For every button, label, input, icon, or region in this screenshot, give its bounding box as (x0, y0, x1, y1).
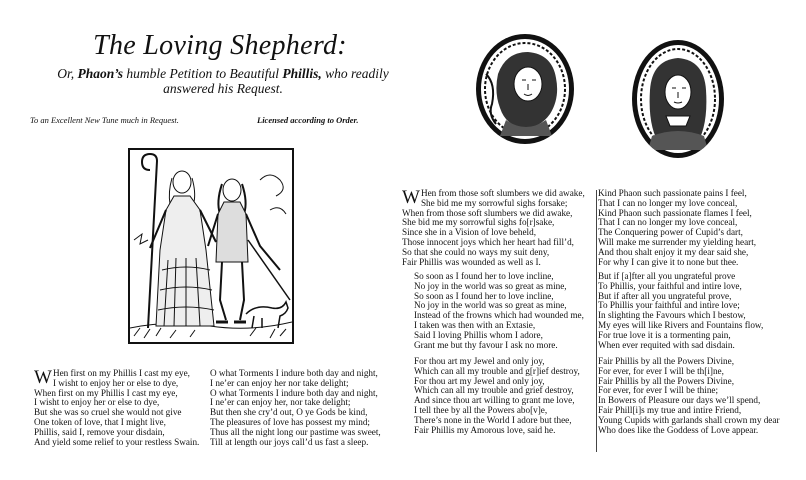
verse-line: And since thou art willing to grant me love, (414, 395, 575, 406)
verse-line: Said I loving Phillis whom I adore, (414, 329, 543, 340)
license-note: Licensed according to Order. (257, 115, 359, 125)
verse-line: Thus all the night long our pastime was sweet, (210, 426, 381, 437)
stanza-left-1 (34, 369, 199, 447)
verse-line: For thou art my Jewel and only joy, (414, 375, 545, 386)
verse-line: Young Cupids with garlands shall crown my dear (598, 414, 780, 425)
verse-line: In Bowers of Pleasure our days we’ll spend, (598, 395, 761, 406)
verse-line: So that she could no ways my suit deny, (402, 246, 550, 257)
verse-line: To Phillis your faithful and intire love; (598, 300, 740, 311)
verse-line: There’s none in the World I adore but thee, (414, 414, 572, 425)
verse-line: Those innocent joys which her heart had fill’d, (402, 236, 574, 247)
verse-line: When first on my Phillis I cast my eye, (34, 387, 178, 398)
verse-line: And thou shalt enjoy it my dear said she, (598, 246, 749, 257)
verse-line: Till at length our joys call’d us fast a sleep. (210, 436, 369, 447)
verse-line: She bid me my sorrowful sighs fo[r]sake, (402, 217, 555, 228)
stanza-right-a-1 (402, 187, 585, 267)
verse-line: Fair Phillis by all the Powers Divine, (598, 356, 735, 366)
verse-line: No joy in the world was so great as mine, (414, 280, 567, 291)
tune-note: To an Excellent New Tune much in Request. (30, 115, 179, 125)
verse-line: When ever requited with sad disdain. (598, 339, 735, 350)
verse-line: No joy in the world was so great as mine, (414, 300, 567, 311)
name-phaon: Phaon’s (77, 66, 124, 81)
woodcut-drawing (130, 150, 292, 342)
verse-line: To Phillis, your faithful and intire love, (598, 280, 742, 291)
verse-line: She bid me my sorrowful sighs forsake; (420, 197, 568, 208)
verse-line: Fair Phillis my Amorous love, said he. (414, 424, 556, 435)
verse-line: In slighting the Favours which I bestow, (598, 310, 746, 321)
verse-line: I ne’er can enjoy her nor take delight; (210, 377, 349, 388)
verse-line: So soon as I found her to love incline, (414, 271, 554, 281)
stanza-left-2 (210, 369, 381, 447)
ballad-subtitle: Or, Phaon’s humble Petition to Beautiful Phillis, who readily answered his Request. (57, 66, 389, 96)
verse-line: For true love it is a tormenting pain, (598, 329, 731, 340)
verse-line: Fair Phill[i]s my true and intire Friend, (598, 404, 742, 415)
verse-line: Hen first on my Phillis I cast my eye, (52, 368, 190, 378)
verse-line: O what Torments I indure both day and night, (210, 387, 378, 398)
woodcut-illustration (128, 148, 294, 344)
verse-line: Since she in a Vision of love beheld, (402, 227, 537, 238)
verse-line: The Conquering power of Cupid’s dart, (598, 227, 743, 238)
verse-line: For why I can give it to none but thee. (598, 256, 739, 267)
verse-line: I wisht to enjoy her or else to dye, (34, 397, 160, 408)
stanza-right-b-3 (598, 357, 780, 435)
verse-line: But she was so cruel she would not give (34, 407, 182, 418)
verse-line: I ne’er can enjoy her, nor take delight; (210, 397, 351, 408)
verse-line: I tell thee by all the Powers abo[v]e, (414, 404, 548, 415)
verse-line: Kind Phaon such passionate flames I feel, (598, 207, 752, 218)
verse-line: For ever, for ever I will be thine; (598, 385, 719, 396)
verse-line: Fair Phillis by all the Powers Divine, (598, 375, 735, 386)
verse-line: The pleasures of love has possest my mind; (210, 416, 370, 427)
verse-line: I taken was then with an Extasie, (414, 319, 536, 330)
verse-line: One token of love, that I might live, (34, 416, 166, 427)
verse-line: Instead of the frowns which had wounded me, (414, 310, 584, 321)
ballad-title: The Loving Shepherd: (93, 30, 347, 61)
verse-line: For thou art my Jewel and only joy, (414, 356, 545, 366)
verse-line: But then she cry’d out, O ye Gods be kind, (210, 407, 368, 418)
verse-line: Kind Phaon such passionate pains I feel, (598, 188, 747, 198)
verse-line: Phillis, said I, remove your disdain, (34, 426, 165, 437)
verse-line: My eyes will like Rivers and Fountains flow, (598, 319, 764, 330)
verse-line: And yield some relief to your restless Swain. (34, 436, 200, 447)
verse-line: Which can all my trouble and g[r]ief destroy, (414, 365, 580, 376)
verse-line: That I can no longer my love conceal, (598, 197, 738, 208)
portrait-man-drawing (632, 40, 724, 158)
verse-line: So soon as I found her to love incline, (414, 290, 554, 301)
dropcap: W (402, 187, 420, 208)
dropcap: W (34, 367, 52, 388)
verse-line: Which can all my trouble and grief destroy, (414, 385, 574, 396)
verse-line: O what Torments I indure both day and night, (210, 368, 378, 378)
verse-line: But if after all you ungrateful prove, (598, 290, 732, 301)
verse-line: Fair Phillis was wounded as well as I. (402, 256, 541, 267)
verse-line: That I can no longer my love conceal, (598, 217, 738, 228)
stanza-right-a-2 (414, 272, 584, 350)
verse-line: Grant me but thy favour I ask no more. (414, 339, 558, 350)
verse-line: But if [a]fter all you ungrateful prove (598, 271, 736, 281)
stanza-right-b-1 (598, 189, 756, 267)
verse-line: Who does like the Goddess of Love appear. (598, 424, 759, 435)
verse-line: Will make me surrender my yielding heart, (598, 236, 757, 247)
verse-line: For ever, for ever I will be th[i]ne, (598, 365, 724, 376)
portrait-woman (476, 34, 574, 144)
verse-line: Hen from those soft slumbers we did awake, (420, 188, 585, 198)
column-divider (596, 190, 597, 452)
verse-line: I wisht to enjoy her or else to dye, (52, 377, 179, 388)
verse-line: When from those soft slumbers we did awake, (402, 207, 573, 218)
stanza-right-a-3 (414, 357, 580, 435)
stanza-right-b-2 (598, 272, 763, 350)
portrait-man (632, 40, 724, 158)
name-phillis: Phillis, (282, 66, 322, 81)
portrait-woman-drawing (476, 34, 574, 144)
